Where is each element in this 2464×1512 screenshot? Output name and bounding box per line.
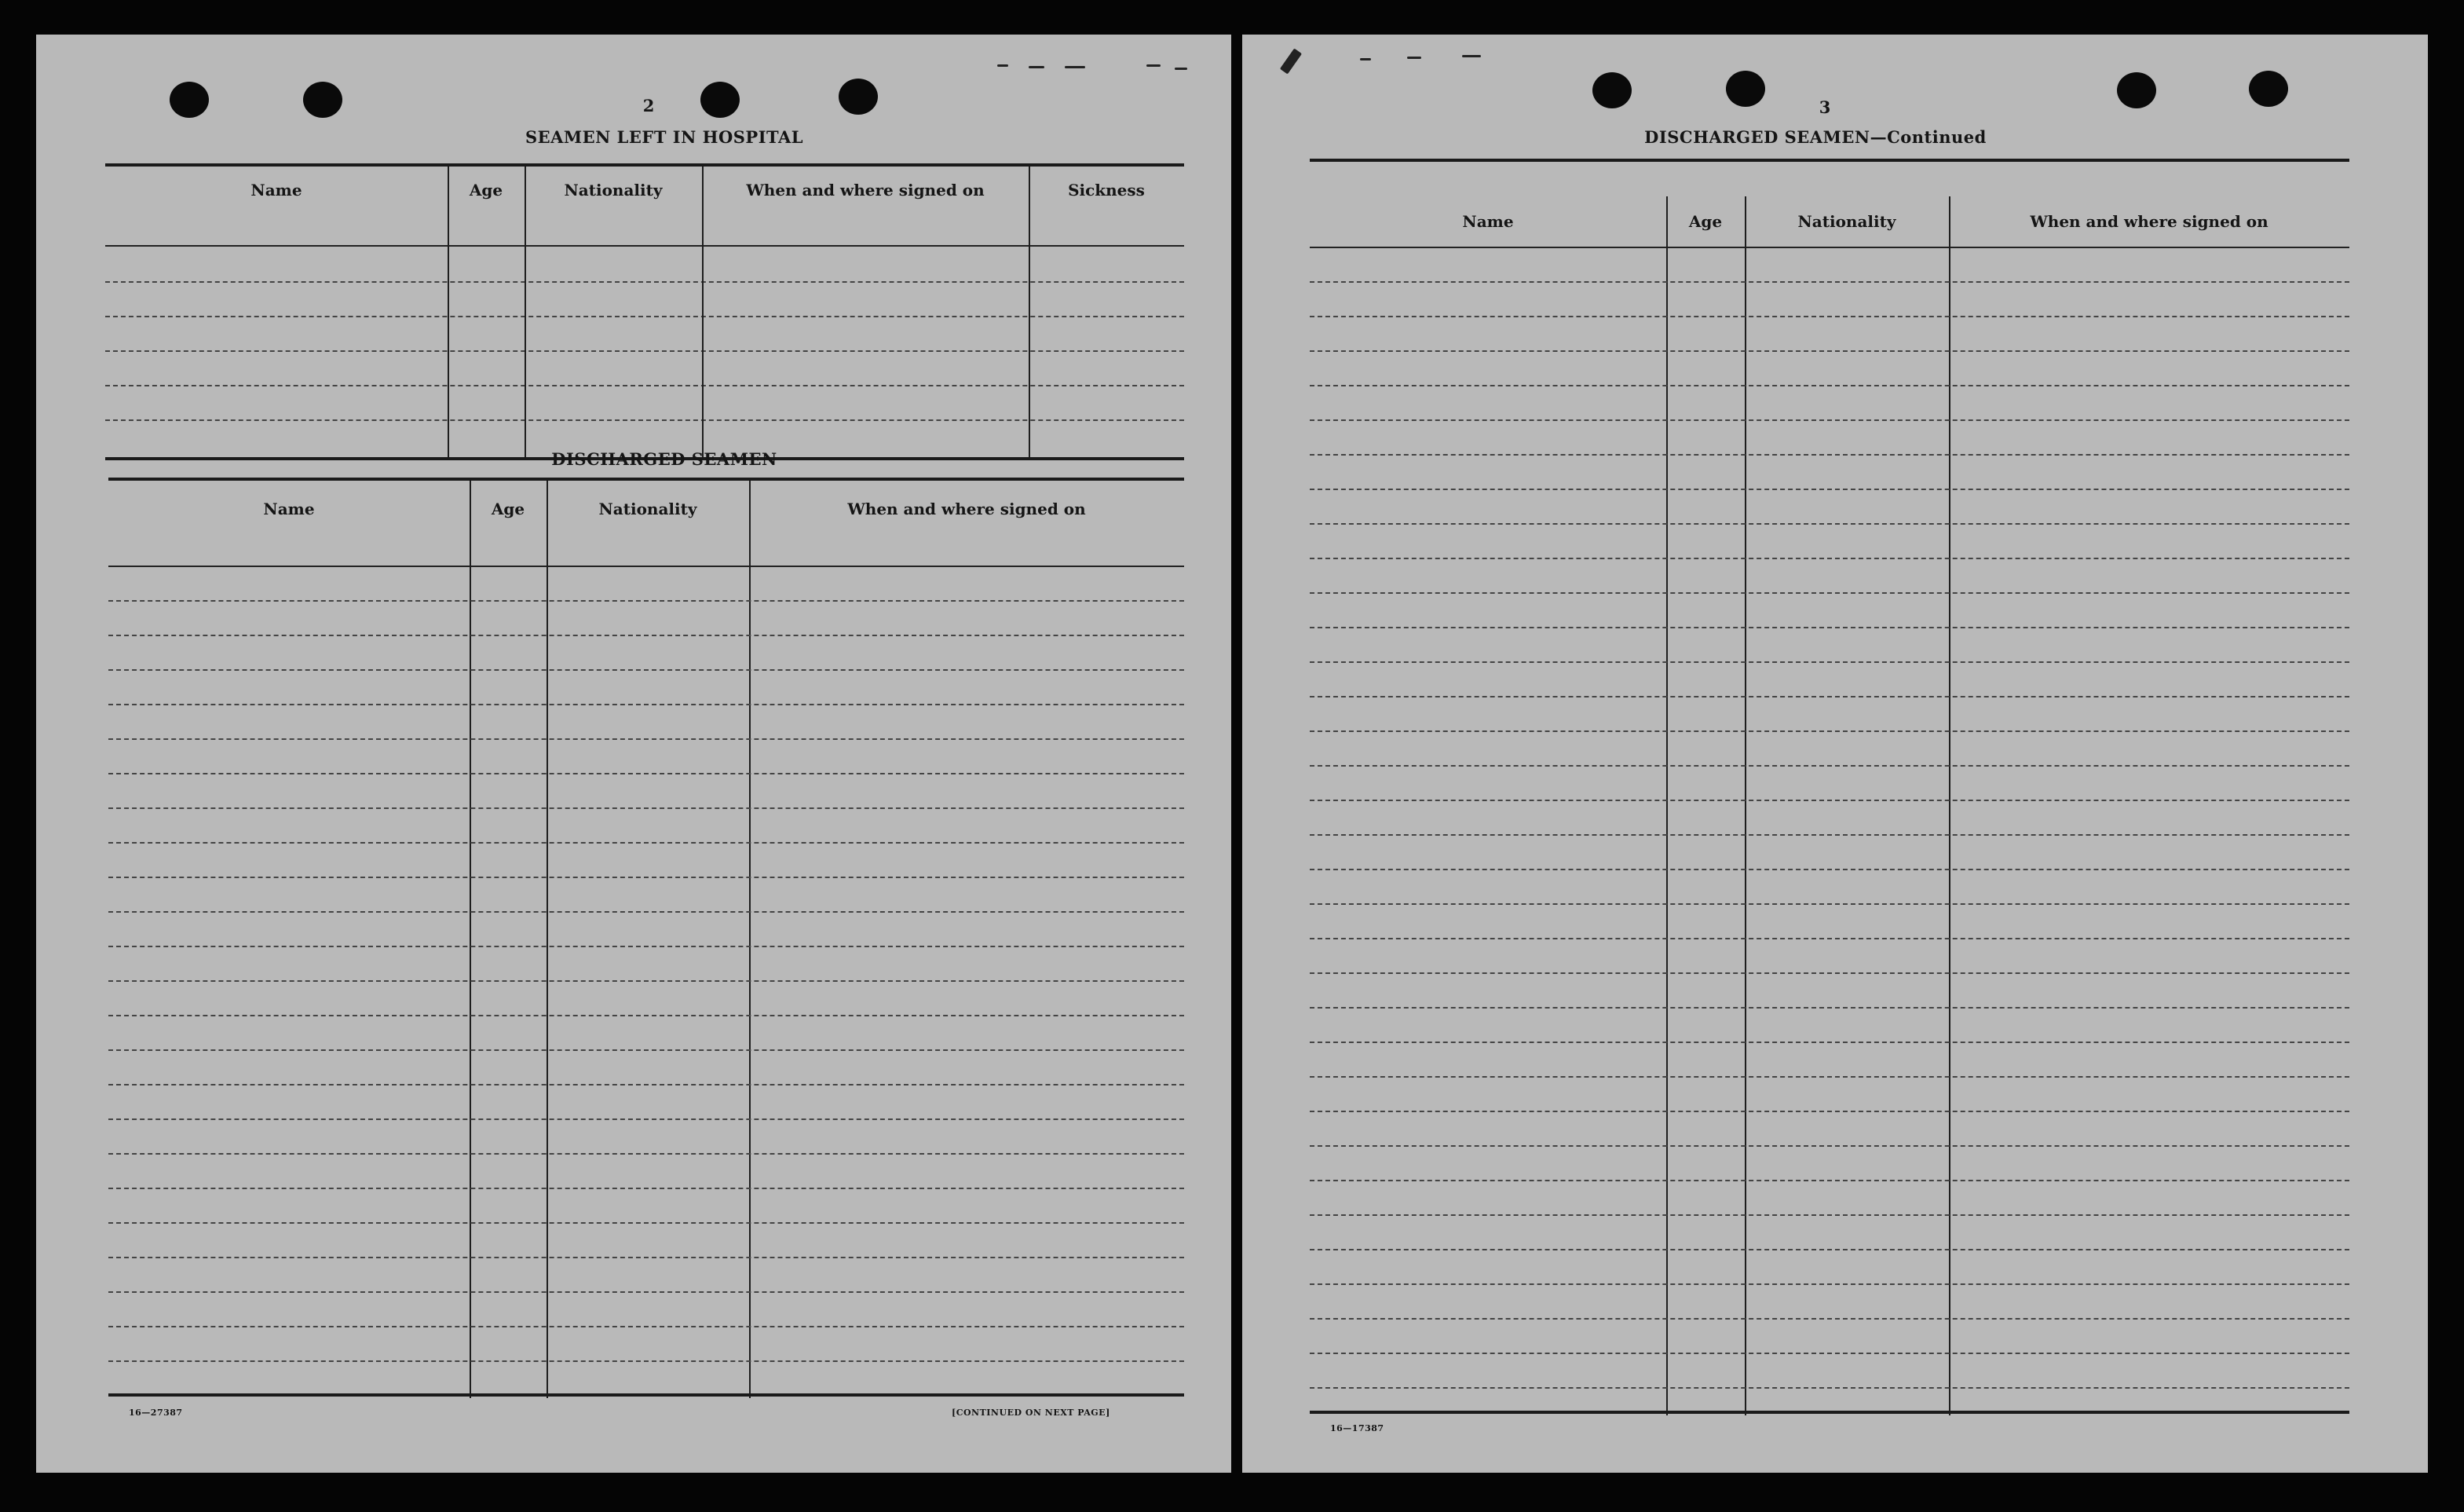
row-line (1310, 350, 2349, 352)
ink-mark (1407, 57, 1421, 59)
row-line (1310, 592, 2349, 594)
column-header-name: Name (263, 500, 315, 518)
column-header-nationality: Nationality (598, 500, 697, 518)
column-divider (448, 167, 449, 460)
column-header-sickness: Sickness (1068, 181, 1145, 200)
row-line (1310, 1145, 2349, 1147)
row-line (1310, 419, 2349, 421)
row-line (108, 807, 1184, 809)
ink-mark (1065, 66, 1085, 68)
column-divider (702, 167, 704, 460)
row-line (1310, 869, 2349, 870)
row-line (1310, 730, 2349, 732)
row-line (108, 1153, 1184, 1155)
row-line (108, 1049, 1184, 1051)
column-header-signed-on: When and where signed on (2030, 212, 2268, 231)
row-line (108, 1118, 1184, 1120)
continued-note: [CONTINUED ON NEXT PAGE] (952, 1408, 1110, 1418)
row-line (108, 1222, 1184, 1224)
column-divider (525, 167, 526, 460)
table-top-rule (105, 163, 1184, 167)
column-divider (749, 481, 751, 1398)
row-line (1310, 385, 2349, 386)
row-line (105, 385, 1184, 386)
hospital-table (105, 163, 1184, 462)
page-number: 2 (642, 96, 655, 115)
row-line (108, 669, 1184, 671)
row-line (1310, 316, 2349, 317)
row-line (1310, 454, 2349, 456)
punch-hole (839, 79, 878, 115)
row-line (1310, 489, 2349, 490)
column-divider (1029, 167, 1030, 460)
row-line (1310, 1042, 2349, 1043)
row-line (108, 773, 1184, 774)
ink-mark (1462, 55, 1481, 57)
column-header-signed-on: When and where signed on (746, 181, 985, 200)
row-line (108, 877, 1184, 878)
ink-mark (997, 64, 1008, 67)
column-header-age: Age (491, 500, 525, 518)
row-line (105, 350, 1184, 352)
punch-hole (2117, 72, 2156, 108)
row-line (1310, 1283, 2349, 1285)
column-divider (1949, 196, 1950, 1415)
row-line (108, 738, 1184, 740)
column-divider (470, 481, 471, 1398)
row-line (1310, 1353, 2349, 1354)
column-header-nationality: Nationality (1797, 212, 1896, 231)
row-line (108, 1015, 1184, 1016)
row-line (1310, 938, 2349, 939)
row-line (105, 419, 1184, 421)
discharged-section-title: DISCHARGED SEAMEN (551, 449, 777, 469)
row-line (1310, 800, 2349, 801)
table-bottom-rule (1310, 1411, 2349, 1414)
header-rule (105, 245, 1184, 247)
table-bottom-rule (108, 1393, 1184, 1397)
row-line (108, 1257, 1184, 1258)
discharged-table (108, 478, 1184, 1398)
column-header-name: Name (250, 181, 302, 200)
header-rule (108, 566, 1184, 567)
row-line (1310, 1214, 2349, 1216)
row-line (108, 1291, 1184, 1293)
row-line (105, 281, 1184, 283)
row-line (1310, 281, 2349, 283)
header-rule (1310, 247, 2349, 248)
row-line (108, 704, 1184, 705)
ink-mark (1146, 64, 1161, 67)
column-header-nationality: Nationality (564, 181, 663, 200)
punch-hole (1726, 71, 1765, 107)
row-line (1310, 661, 2349, 663)
ink-mark (1175, 68, 1187, 70)
row-line (1310, 523, 2349, 525)
left-page (36, 35, 1231, 1473)
discharged-continued-table (1310, 159, 2349, 1420)
table-top-rule (108, 478, 1184, 481)
row-line (108, 980, 1184, 982)
table-top-rule (1310, 159, 2349, 162)
row-line (108, 600, 1184, 602)
punch-hole (2249, 71, 2288, 107)
row-line (1310, 1318, 2349, 1320)
right-page (1242, 35, 2428, 1473)
row-line (108, 1084, 1184, 1085)
form-number: 16—17387 (1330, 1423, 1384, 1433)
punch-hole (170, 82, 209, 118)
ink-mark (1029, 66, 1044, 68)
column-header-age: Age (1688, 212, 1723, 231)
row-line (1310, 558, 2349, 559)
section-title-suffix: —Continued (1870, 127, 1987, 147)
row-line (105, 316, 1184, 317)
ink-mark (1360, 58, 1371, 60)
ink-mark (1280, 48, 1302, 74)
column-divider (1745, 196, 1746, 1415)
row-line (1310, 1249, 2349, 1250)
row-line (108, 946, 1184, 947)
column-header-name: Name (1462, 212, 1514, 231)
punch-hole (1592, 72, 1632, 108)
row-line (1310, 1387, 2349, 1389)
row-line (108, 1188, 1184, 1189)
section-title-main: DISCHARGED SEAMEN (1644, 127, 1870, 147)
column-divider (547, 481, 548, 1398)
column-header-age: Age (469, 181, 503, 200)
row-line (108, 1326, 1184, 1327)
row-line (108, 911, 1184, 913)
column-divider (1666, 196, 1668, 1415)
row-line (1310, 1007, 2349, 1009)
row-line (1310, 1180, 2349, 1181)
row-line (1310, 696, 2349, 697)
hospital-section-title: SEAMEN LEFT IN HOSPITAL (525, 127, 804, 147)
row-line (1310, 972, 2349, 974)
punch-hole (700, 82, 740, 118)
form-number: 16—27387 (129, 1408, 183, 1418)
row-line (1310, 765, 2349, 767)
row-line (1310, 1076, 2349, 1078)
row-line (108, 842, 1184, 844)
discharged-continued-title (1556, 127, 2075, 147)
column-header-signed-on: When and where signed on (847, 500, 1086, 518)
row-line (1310, 903, 2349, 905)
row-line (1310, 1111, 2349, 1112)
row-line (108, 635, 1184, 636)
row-line (108, 1360, 1184, 1362)
page-number: 3 (1819, 97, 1831, 117)
row-line (1310, 834, 2349, 836)
punch-hole (303, 82, 342, 118)
row-line (1310, 627, 2349, 628)
